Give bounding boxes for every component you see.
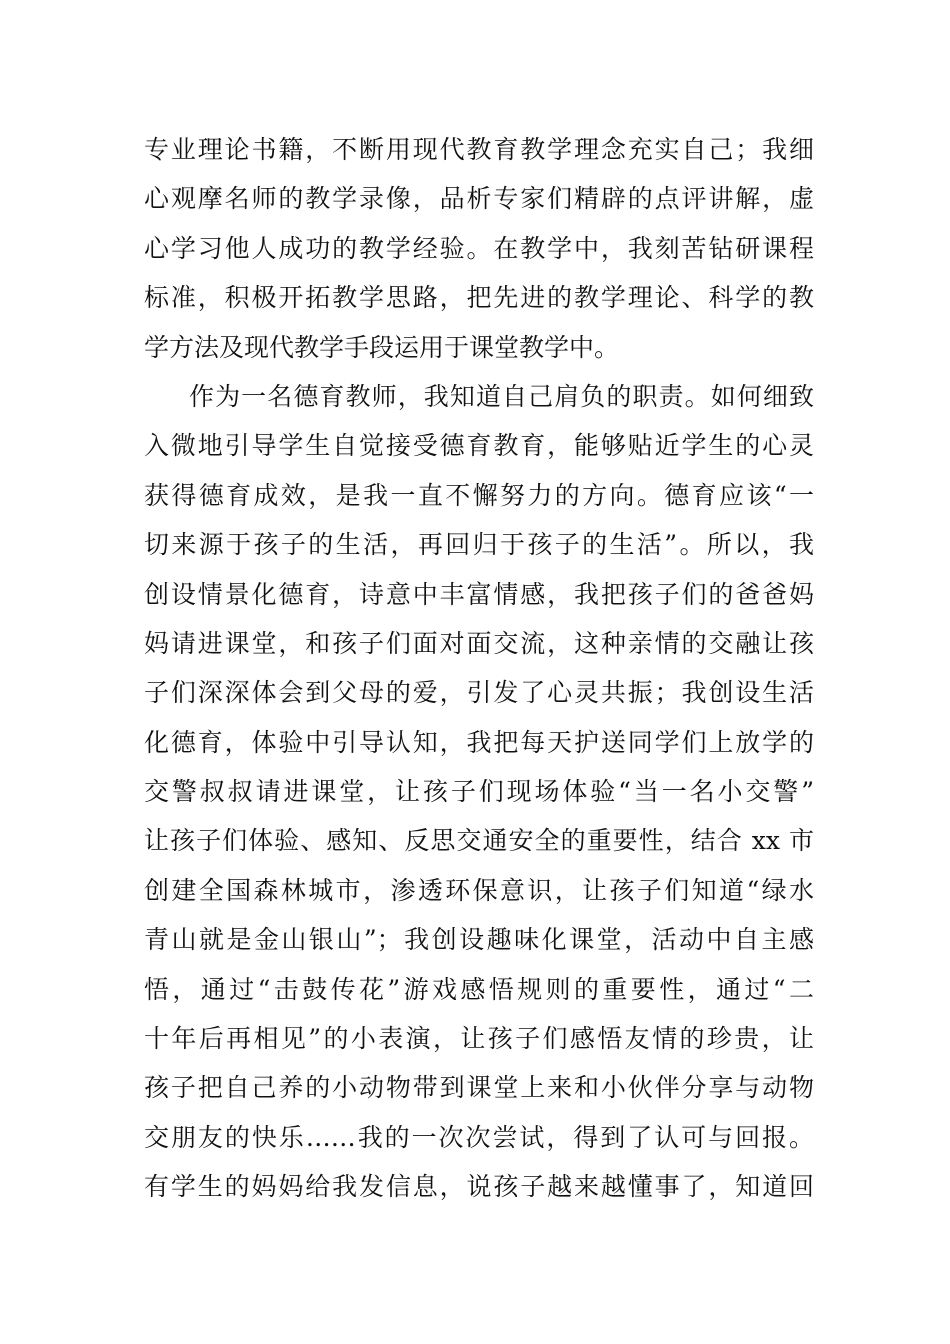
- text-line: 获得德育成效，是我一直不懈努力的方向。德育应该“一: [144, 480, 814, 510]
- text-line: 入微地引导学生自觉接受德育教育，能够贴近学生的心灵: [144, 431, 814, 461]
- text-line: 交警叔叔请进课堂，让孩子们现场体验“当一名小交警”: [144, 777, 814, 807]
- text-line: 妈请进课堂，和孩子们面对面交流，这种亲情的交融让孩: [144, 628, 814, 658]
- text-line: 学方法及现代教学手段运用于课堂教学中。: [144, 332, 620, 362]
- text-line: 化德育，体验中引导认知，我把每天护送同学们上放学的: [144, 727, 814, 757]
- text-line: 让孩子们体验、感知、反思交通安全的重要性，结合 xx 市: [144, 826, 814, 856]
- text-line: 孩子把自己养的小动物带到课堂上来和小伙伴分享与动物: [144, 1073, 814, 1103]
- text-line: 交朋友的快乐……我的一次次尝试，得到了认可与回报。: [144, 1122, 814, 1152]
- text-line: 悟，通过“击鼓传花”游戏感悟规则的重要性，通过“二: [144, 974, 814, 1004]
- text-line: 创设情景化德育，诗意中丰富情感，我把孩子们的爸爸妈: [144, 579, 814, 609]
- text-line: 十年后再相见”的小表演，让孩子们感悟友情的珍贵，让: [144, 1024, 814, 1054]
- text-line: 创建全国森林城市，渗透环保意识，让孩子们知道“绿水: [144, 875, 814, 905]
- text-line: 子们深深体会到父母的爱，引发了心灵共振；我创设生活: [144, 678, 814, 708]
- text-line: 有学生的妈妈给我发信息，说孩子越来越懂事了，知道回: [144, 1172, 814, 1202]
- text-line: 青山就是金山银山”；我创设趣味化课堂，活动中自主感: [144, 925, 814, 955]
- body-text: [144, 125, 814, 1212]
- text-line: 专业理论书籍，不断用现代教育教学理念充实自己；我细: [144, 135, 814, 164]
- text-line: 标准，积极开拓教学思路，把先进的教学理论、科学的教: [144, 283, 814, 313]
- paragraph-start-line: 作为一名德育教师，我知道自己肩负的职责。如何细致: [189, 381, 814, 411]
- text-line: 切来源于孩子的生活，再回归于孩子的生活”。所以，我: [144, 530, 814, 560]
- text-line: 心学习他人成功的教学经验。在教学中，我刻苦钻研课程: [144, 233, 814, 263]
- text-line: 心观摩名师的教学录像，品析专家们精辟的点评讲解，虚: [144, 184, 814, 214]
